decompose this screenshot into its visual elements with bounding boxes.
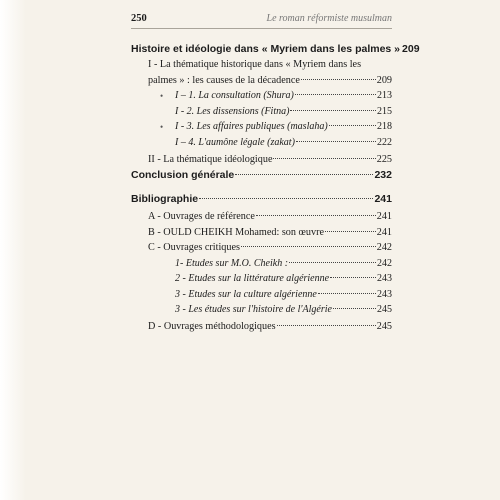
- toc-entry: [175, 89, 392, 103]
- toc-entry-title: 3 - Les études sur l'histoire de l'Algérie: [175, 304, 332, 315]
- toc-entry-title: Conclusion générale: [131, 169, 235, 181]
- page-number: 250: [131, 13, 147, 24]
- dot-leader: [295, 94, 376, 95]
- dot-leader: [199, 198, 373, 199]
- toc-page-number: 225: [376, 154, 392, 165]
- toc-page-number: 218: [377, 121, 392, 132]
- dot-leader: [235, 174, 373, 175]
- toc-page-number: 243: [377, 289, 392, 300]
- toc-entry-title: 3 - Etudes sur la culture algérienne: [175, 289, 317, 300]
- toc-page-number: 242: [377, 258, 392, 269]
- toc-entry-title: II - La thématique idéologique: [148, 154, 273, 165]
- toc-entry: [175, 288, 392, 302]
- dot-leader: [318, 293, 376, 294]
- toc-entry: [148, 153, 392, 167]
- toc-page-number: 241: [374, 193, 392, 205]
- toc-page-number: 209: [376, 75, 392, 86]
- toc-entry: [131, 192, 392, 206]
- toc-entry-title: Bibliographie: [131, 193, 199, 205]
- toc-entry: [148, 210, 392, 224]
- toc-page-number: 245: [376, 321, 392, 332]
- toc-page-number: 209: [402, 43, 420, 55]
- toc-entry-title: A - Ouvrages de référence: [148, 211, 255, 222]
- dot-leader: [330, 277, 376, 278]
- toc-entry-title: palmes » : les causes de la décadence: [148, 75, 300, 86]
- toc-entry: [148, 320, 392, 334]
- toc-entry-title: I - 3. Les affaires publiques (maslaha): [175, 121, 328, 132]
- toc-entry: [175, 136, 392, 150]
- dot-leader: [241, 246, 376, 247]
- dot-leader: [289, 262, 376, 263]
- toc-entry: [131, 168, 392, 182]
- toc-entry-title: D - Ouvrages méthodologiques: [148, 321, 276, 332]
- toc-entry-title-line: I - La thématique historique dans « Myriem dans les: [148, 59, 362, 70]
- toc-page-number: 243: [377, 273, 392, 284]
- toc-entry: [175, 105, 392, 119]
- toc-page-number: 215: [377, 106, 392, 117]
- toc-page-number: 232: [374, 169, 392, 181]
- dot-leader: [256, 215, 376, 216]
- toc-entry: [148, 241, 392, 255]
- toc-entry-title: 2 - Etudes sur la littérature algérienne: [175, 273, 330, 284]
- toc-entry-title: C - Ouvrages critiques: [148, 242, 240, 253]
- toc-page-number: 242: [376, 242, 392, 253]
- toc-entry: [175, 120, 392, 134]
- toc-entry-title: I - 2. Les dissensions (Fitna): [175, 106, 290, 117]
- toc-page-number: 222: [377, 137, 392, 148]
- toc-page-number: 245: [377, 304, 392, 315]
- dot-leader: [325, 231, 376, 232]
- toc-entry-title: I – 1. La consultation (Shura): [175, 90, 294, 101]
- dot-leader: [333, 308, 376, 309]
- toc-page-number: 241: [376, 227, 392, 238]
- toc-entry: [175, 257, 392, 271]
- toc-entry: [175, 303, 392, 317]
- bullet-icon: •: [160, 122, 164, 132]
- toc-entry-title: B - OULD CHEIKH Mohamed: son œuvre: [148, 227, 324, 238]
- dot-leader: [290, 110, 376, 111]
- toc-entry-title: Histoire et idéologie dans « Myriem dans les palmes »: [131, 43, 401, 55]
- toc-entry-title: 1- Etudes sur M.O. Cheikh :: [175, 258, 289, 269]
- dot-leader: [329, 125, 376, 126]
- toc-entry: [131, 42, 420, 56]
- toc-entry: [148, 226, 392, 240]
- toc-page-number: 213: [377, 90, 392, 101]
- dot-leader: [301, 79, 376, 80]
- toc-entry: [148, 59, 392, 88]
- dot-leader: [277, 325, 376, 326]
- dot-leader: [296, 141, 376, 142]
- toc-entry: [175, 272, 392, 286]
- toc-page-number: 241: [376, 211, 392, 222]
- running-title: Le roman réformiste musulman: [266, 13, 392, 24]
- bullet-icon: •: [160, 91, 164, 101]
- dot-leader: [273, 158, 375, 159]
- toc-entry-title: I – 4. L'aumône légale (zakat): [175, 137, 295, 148]
